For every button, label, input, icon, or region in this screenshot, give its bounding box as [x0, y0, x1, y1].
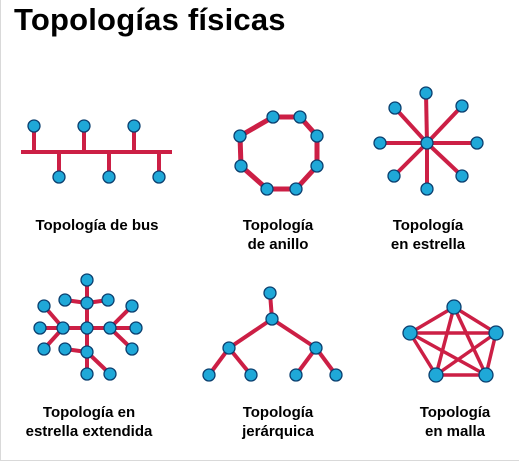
- node: [34, 322, 46, 334]
- node: [374, 137, 386, 149]
- node: [471, 137, 483, 149]
- node: [102, 294, 114, 306]
- node: [235, 160, 247, 172]
- node: [203, 369, 215, 381]
- node: [261, 183, 273, 195]
- caption-star: [368, 216, 488, 254]
- link: [229, 319, 272, 348]
- node: [447, 300, 461, 314]
- node: [311, 130, 323, 142]
- node: [126, 300, 138, 312]
- caption-star-line-2: en estrella: [390, 236, 466, 253]
- node: [267, 111, 279, 123]
- link: [395, 108, 427, 143]
- node: [234, 130, 246, 142]
- caption-ring-line-1: Topología: [242, 217, 314, 234]
- mesh-topology-icon: [410, 307, 496, 375]
- node: [456, 170, 468, 182]
- caption-hierarchical-line-2: jerárquica: [242, 423, 314, 440]
- node: [264, 287, 276, 299]
- node: [59, 294, 71, 306]
- node: [389, 102, 401, 114]
- caption-star-line-1: Topología: [392, 217, 464, 234]
- node: [266, 313, 278, 325]
- node: [420, 87, 432, 99]
- link: [394, 143, 427, 176]
- link: [272, 319, 316, 348]
- link: [426, 93, 427, 143]
- caption-mesh: [395, 403, 515, 441]
- node: [421, 183, 433, 195]
- node: [456, 100, 468, 112]
- node: [81, 346, 93, 358]
- node: [103, 171, 115, 183]
- node: [78, 120, 90, 132]
- node: [330, 369, 342, 381]
- page-title: Topologías físicas: [14, 2, 286, 37]
- caption-mesh-line-2: en malla: [424, 423, 486, 440]
- caption-bus-line-1: Topología de bus: [35, 217, 159, 234]
- caption-hierarchical: [218, 403, 338, 441]
- node: [245, 369, 257, 381]
- node: [489, 326, 503, 340]
- mesh-topology-nodes: [403, 300, 503, 382]
- link: [427, 143, 462, 176]
- node: [223, 342, 235, 354]
- node: [130, 322, 142, 334]
- node: [53, 171, 65, 183]
- caption-mesh-line-1: Topología: [419, 404, 491, 421]
- node: [421, 137, 433, 149]
- node: [38, 343, 50, 355]
- caption-ring-line-2: de anillo: [247, 236, 309, 253]
- node: [294, 111, 306, 123]
- node: [290, 369, 302, 381]
- node: [153, 171, 165, 183]
- hierarchical-topology-icon: [209, 293, 336, 375]
- caption-bus: [22, 216, 172, 235]
- node: [81, 368, 93, 380]
- node: [81, 274, 93, 286]
- node: [126, 343, 138, 355]
- node: [57, 322, 69, 334]
- caption-extended-star: [4, 403, 174, 441]
- node: [310, 342, 322, 354]
- ring-topology-icon: [240, 117, 317, 189]
- caption-extended-star-line-2: estrella extendida: [25, 423, 153, 440]
- caption-ring: [218, 216, 338, 254]
- bus-topology-icon: [21, 126, 172, 177]
- node: [479, 368, 493, 382]
- node: [104, 368, 116, 380]
- caption-hierarchical-line-1: Topología: [242, 404, 314, 421]
- node: [38, 300, 50, 312]
- link: [427, 106, 462, 143]
- node: [290, 183, 302, 195]
- node: [28, 120, 40, 132]
- node: [388, 170, 400, 182]
- node: [403, 326, 417, 340]
- ring-topology-nodes: [234, 111, 323, 195]
- node: [128, 120, 140, 132]
- caption-extended-star-line-1: Topología en: [42, 404, 136, 421]
- node: [311, 160, 323, 172]
- node: [59, 343, 71, 355]
- node: [81, 322, 93, 334]
- node: [104, 322, 116, 334]
- node: [429, 368, 443, 382]
- node: [81, 297, 93, 309]
